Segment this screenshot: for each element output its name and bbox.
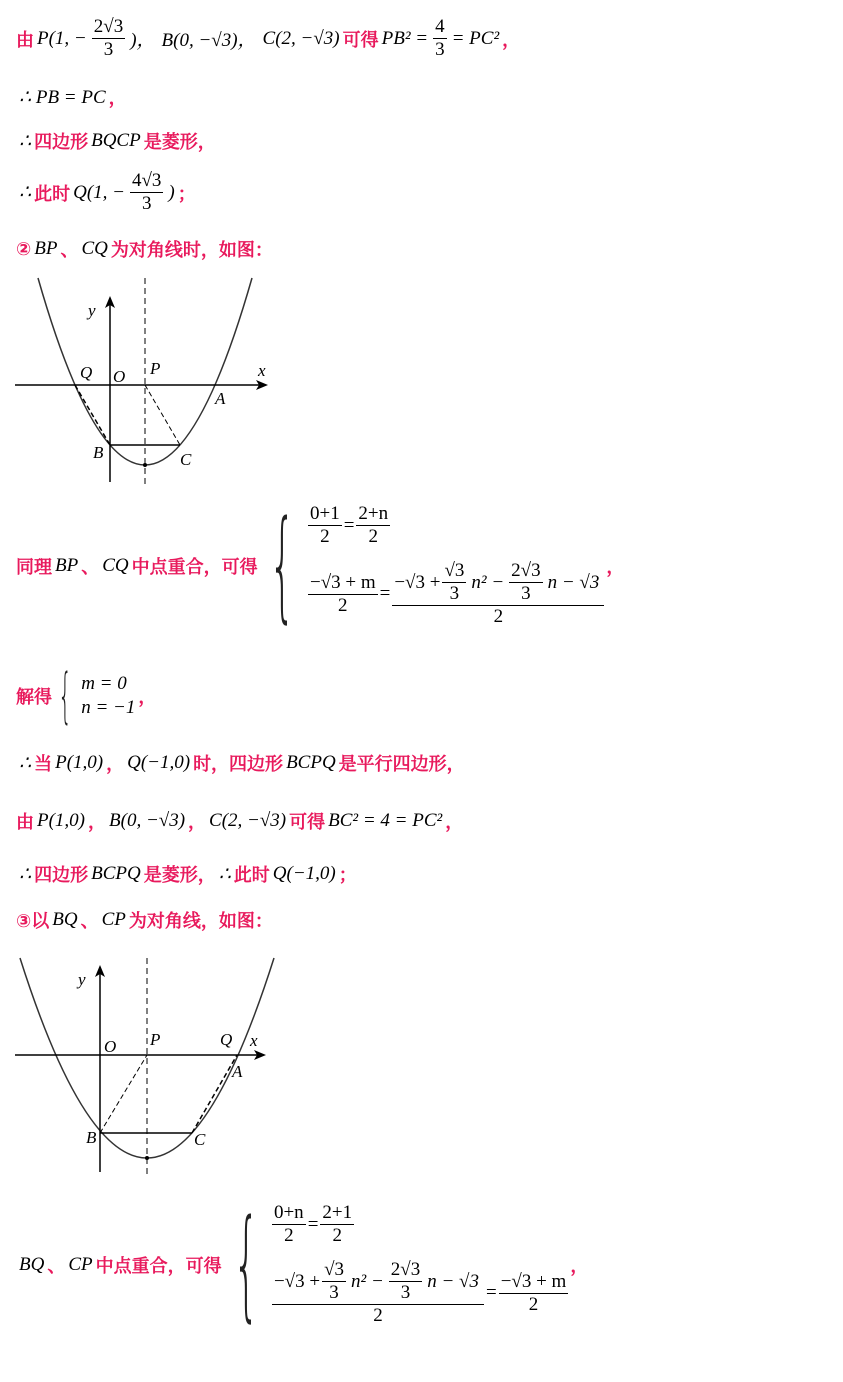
math: P(1,0) xyxy=(37,810,86,831)
label-c: C xyxy=(180,450,192,469)
denominator: 3 xyxy=(521,583,531,604)
math: ∴ xyxy=(19,863,32,885)
fraction xyxy=(320,1202,354,1247)
label-y: y xyxy=(88,301,96,320)
text: 此时 xyxy=(34,183,71,205)
denominator: 3 xyxy=(141,193,152,214)
equation-2: $\frac{-√3 + m}{2}$ = −√3 + $\frac{√3}{3}$ n² − $\frac{2√3}{3}$ n − √3 2 xyxy=(306,560,606,628)
text: ； xyxy=(338,865,357,886)
text: 是菱形， xyxy=(143,865,216,886)
math: m = 0 xyxy=(81,673,127,694)
text: ， xyxy=(570,1255,589,1277)
label-o: O xyxy=(113,367,126,386)
line-9 xyxy=(16,907,273,933)
fraction xyxy=(442,560,466,605)
label-b: B xyxy=(93,443,104,462)
system-1 xyxy=(16,495,625,635)
denominator: 2 xyxy=(320,526,330,547)
fraction xyxy=(356,503,390,548)
text: 为对角线时，如图： xyxy=(110,240,273,261)
fraction xyxy=(308,572,378,617)
label-y: y xyxy=(78,970,86,989)
math: P(1, − xyxy=(37,27,87,49)
fraction xyxy=(272,1202,306,1247)
text: 时，四边形 xyxy=(193,754,284,775)
label-x: x xyxy=(258,361,266,380)
text: 解得 xyxy=(16,687,52,708)
math: C(2, −√3) xyxy=(209,810,287,831)
denominator: 2 xyxy=(284,1225,294,1246)
numerator: 2√3 xyxy=(511,560,541,581)
label-c: C xyxy=(194,1130,206,1149)
math: CQ xyxy=(102,554,129,576)
math: ∴ xyxy=(19,182,32,203)
text: 、 xyxy=(80,911,99,932)
label-o: O xyxy=(104,1037,117,1056)
fraction xyxy=(433,16,447,61)
fraction xyxy=(499,1271,569,1316)
numerator: 4 xyxy=(435,16,445,37)
numerator: √3 xyxy=(324,1259,345,1280)
line-4 xyxy=(16,170,196,215)
text: 当 xyxy=(34,754,53,775)
math: Q(1, − xyxy=(73,181,125,203)
text: 由 xyxy=(16,29,34,51)
numerator: 2√3 xyxy=(390,1259,421,1280)
line-7 xyxy=(16,808,463,834)
text: 中点重合，可得 xyxy=(131,556,258,578)
text: ， xyxy=(106,754,125,775)
fraction xyxy=(272,1259,484,1327)
parabola-figure-1 xyxy=(0,270,290,490)
text: ③以 xyxy=(16,911,50,932)
fraction xyxy=(389,1259,422,1304)
math: Q(−1,0) xyxy=(272,863,336,884)
equations xyxy=(270,1202,570,1327)
brace: { xyxy=(232,1194,260,1334)
text: 同理 xyxy=(16,556,52,578)
segment-cq xyxy=(192,1055,237,1133)
fraction xyxy=(392,560,604,628)
math: P(1,0) xyxy=(55,752,104,773)
line-5 xyxy=(16,236,273,262)
label-x: x xyxy=(250,1031,258,1050)
numerator: 0+1 xyxy=(309,503,340,524)
label-a: A xyxy=(232,1062,243,1081)
fraction xyxy=(308,503,342,548)
text: 为对角线，如图： xyxy=(128,911,273,932)
text: 四边形 xyxy=(34,865,89,886)
numerator: 4√3 xyxy=(131,170,162,191)
math: ∴ PB = PC xyxy=(19,86,106,108)
math: n − √3 xyxy=(547,571,600,593)
math: ∴ xyxy=(218,863,231,885)
denominator: 2 xyxy=(332,1225,343,1246)
math: CP xyxy=(101,909,126,930)
brace: { xyxy=(268,495,296,635)
equation-1: $\frac{0+n}{2}$ = $\frac{2+1}{2}$ xyxy=(273,1202,353,1246)
equations xyxy=(78,673,138,719)
line-1 xyxy=(16,16,520,61)
denominator: 3 xyxy=(435,39,445,60)
numerator xyxy=(272,1259,484,1305)
label-p: P xyxy=(150,359,161,378)
math: BQCP xyxy=(91,130,141,151)
system-2 xyxy=(16,1194,589,1334)
math: = PC² xyxy=(451,27,500,49)
text: 、 xyxy=(60,240,79,261)
line-8 xyxy=(16,861,357,887)
text: ， xyxy=(108,88,127,109)
label-q: Q xyxy=(80,363,93,382)
parabola-figure-2 xyxy=(0,950,290,1180)
equations xyxy=(306,503,606,628)
segment-pc xyxy=(145,385,180,445)
math: −√3 + xyxy=(273,1270,321,1292)
text: 此时 xyxy=(233,865,270,886)
denominator: 3 xyxy=(449,583,460,604)
segment-qb xyxy=(75,385,110,445)
line-2 xyxy=(16,84,127,110)
math: n − √3 xyxy=(427,1270,479,1292)
math: n² − xyxy=(471,571,505,593)
numerator: 2+1 xyxy=(322,1202,353,1223)
math: B(0, −√3) xyxy=(109,810,186,831)
text: 、 xyxy=(47,1255,66,1277)
vertex-point xyxy=(143,463,147,467)
math: BC² = 4 = PC² xyxy=(328,810,443,831)
numerator: √3 xyxy=(444,560,465,581)
numerator: −√3 + m xyxy=(309,571,376,593)
math: BP xyxy=(34,238,58,259)
math: BQ xyxy=(19,1253,45,1275)
segment-bp xyxy=(100,1055,147,1133)
denominator: 2 xyxy=(493,606,504,627)
vertex-point xyxy=(145,1156,149,1160)
brace: { xyxy=(58,661,72,731)
fraction xyxy=(322,1259,346,1304)
denominator: 2 xyxy=(368,526,379,547)
label-p: P xyxy=(150,1030,161,1049)
text: ， xyxy=(88,812,107,833)
text: ， xyxy=(188,812,207,833)
math: CP xyxy=(68,1253,93,1275)
text: 中点重合，可得 xyxy=(95,1255,222,1277)
text: 是平行四边形， xyxy=(338,754,465,775)
fraction xyxy=(92,16,125,61)
solution-1 xyxy=(16,661,157,731)
fraction xyxy=(130,170,163,215)
denominator: 3 xyxy=(329,1282,339,1303)
denominator: 2 xyxy=(528,1293,539,1315)
numerator: −√3 + m xyxy=(500,1270,567,1292)
math: BCPQ xyxy=(91,863,141,884)
math: n² − xyxy=(351,1270,384,1292)
denominator: 3 xyxy=(400,1282,411,1303)
math: ∴ xyxy=(19,130,32,152)
math: B(0, −√3)， xyxy=(161,30,257,51)
numerator: 2+n xyxy=(358,503,389,524)
text: 由 xyxy=(16,812,34,833)
line-6 xyxy=(16,750,465,776)
math: BQ xyxy=(52,909,78,930)
text: 是菱形， xyxy=(143,132,216,153)
math: BP xyxy=(55,554,79,576)
equation-2: −√3 + $\frac{√3}{3}$ n² − $\frac{2√3}{3}$ n − √3 2 = $\frac{-√3 + m}{2}$ xyxy=(273,1259,567,1326)
text: ， xyxy=(138,687,157,708)
math: BCPQ xyxy=(286,752,336,773)
text: ； xyxy=(177,183,196,205)
numerator: 0+n xyxy=(273,1202,304,1223)
math: −√3 + xyxy=(394,571,441,593)
text: ， xyxy=(445,812,464,833)
text: ， xyxy=(502,29,521,51)
text: 四边形 xyxy=(34,132,89,153)
math: CQ xyxy=(81,238,108,259)
label-q: Q xyxy=(220,1030,233,1049)
math: )， xyxy=(130,30,156,51)
line-3 xyxy=(16,128,216,154)
math: ∴ xyxy=(19,752,32,774)
text: ② xyxy=(16,238,32,260)
fraction xyxy=(509,560,542,605)
denominator: 2 xyxy=(338,594,348,616)
label-b: B xyxy=(86,1128,97,1147)
text: 、 xyxy=(81,556,100,578)
text: 可得 xyxy=(289,812,326,833)
denominator: 2 xyxy=(373,1305,383,1326)
label-a: A xyxy=(215,389,226,408)
math: n = −1 xyxy=(81,697,136,718)
denominator: 3 xyxy=(103,39,114,60)
math: PB² = xyxy=(381,27,429,49)
equation-1: $\frac{0+1}{2}$ = $\frac{2+n}{2}$ xyxy=(309,503,389,547)
text: ， xyxy=(606,556,625,578)
numerator: 2√3 xyxy=(93,16,124,37)
math: Q(−1,0) xyxy=(127,752,191,773)
text: 可得 xyxy=(342,29,379,51)
math: ) xyxy=(168,181,175,203)
math: C(2, −√3) xyxy=(262,27,340,49)
numerator xyxy=(392,560,604,606)
